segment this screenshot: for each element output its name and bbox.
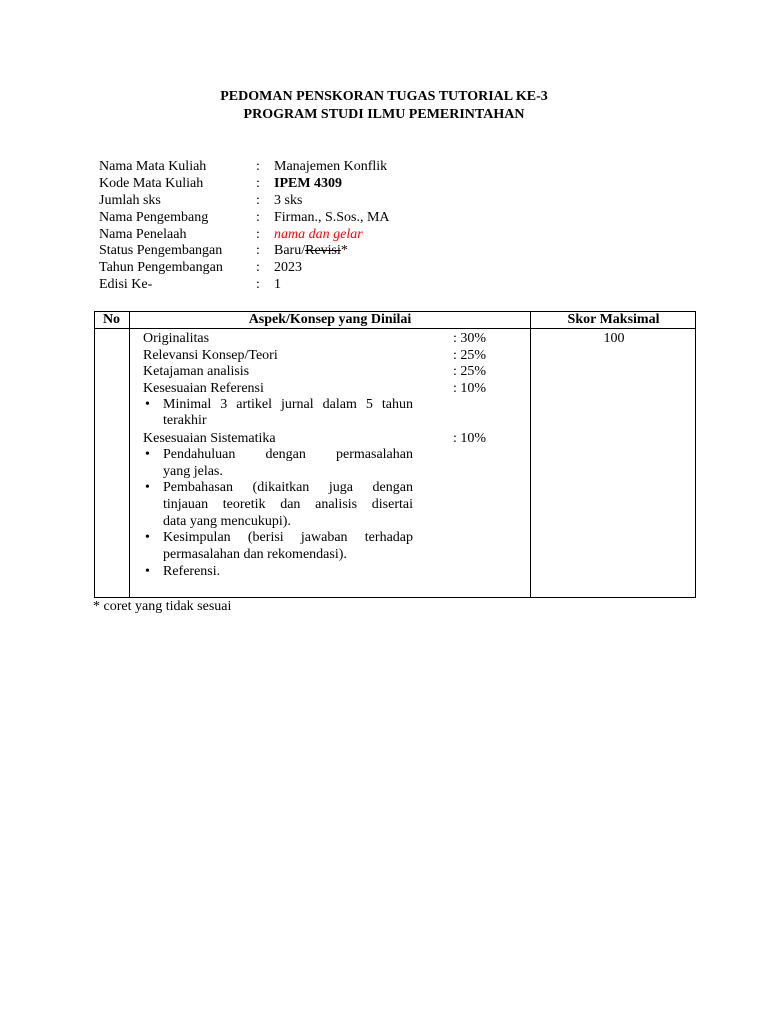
aspect-row: Kesesuaian Sistematika : 10% (143, 431, 487, 447)
header-no: No (102, 312, 121, 327)
bullet-item: • Minimal 3 artikel jurnal dalam 5 tahun terakhir (145, 396, 413, 429)
bullet-item: • Referensi. (145, 563, 221, 579)
header-max-score: Skor Maksimal (567, 312, 660, 327)
document-title-line1: PEDOMAN PENSKORAN TUGAS TUTORIAL KE-3 (220, 89, 548, 104)
aspect-list (143, 330, 513, 580)
aspect-row: Kesesuaian Referensi : 10% (143, 381, 487, 397)
bullet-icon: • (145, 563, 150, 579)
document-title-line2: PROGRAM STUDI ILMU PEMERINTAHAN (243, 107, 525, 122)
bullet-icon: • (145, 446, 150, 462)
bullet-item: • Kesimpulan (berisi jawaban terhadap permasalahan dan rekomendasi). (145, 530, 413, 563)
table-col-divider (530, 311, 531, 598)
aspect-row: Originalitas : 30% (143, 331, 487, 346)
status-strikethrough: Revisi (305, 243, 341, 259)
bullet-item: • Pendahuluan dengan permasalahan yang jelas. (145, 446, 413, 479)
bullet-icon: • (145, 530, 150, 546)
aspect-row: Relevansi Konsep/Teori : 25% (143, 347, 487, 363)
aspect-row: Ketajaman analisis : 25% (143, 364, 487, 380)
table-header-divider (94, 328, 696, 329)
header-aspect: Aspek/Konsep yang Dinilai (248, 312, 412, 327)
max-score-value: 100 (603, 331, 625, 346)
bullet-icon: • (145, 480, 150, 496)
bullet-item: • Pembahasan (dikaitkan juga dengan tinjauan teoretik dan analisis disertai data yang mencukupi). (145, 480, 413, 529)
document-page: PEDOMAN PENSKORAN TUGAS TUTORIAL KE-3 PROGRAM STUDI ILMU PEMERINTAHAN Nama Mata Kuliah : Manajemen Konflik Kode Mata Kuliah : IPEM 4309 Jumlah sks : 3 sks Nama Pengembang : Firman., S.Sos., MA Nama Penelaah : nama dan gelar Status Pengembangan : Baru/Revisi* Tahun Pengembangan : 2023 Edisi Ke- : 1 No Aspek/Konsep yang Dinilai Skor Maksimal Originalitas : 30% Relevansi Konsep/Teori : 25% Ketajaman analisis : 25% Kesesuaian Referensi : 10% • Minimal 3 artikel jurnal dalam 5 tahun terakhir Kesesuaian Sistematika : 10% • Pendahuluan dengan permasalahan yang jelas. • Pembahasan (dikaitkan juga dengan tinjauan teoretik dan analisis disertai data yang mencukupi). • Kesimpulan (berisi jawaban terhadap permasalahan dan rekomendasi). • Referensi. 100 * coret yang tidak sesuai (0, 0, 768, 1024)
table-col-divider (129, 311, 130, 598)
scoring-table (94, 311, 696, 598)
bullet-icon: • (145, 396, 150, 412)
footnote: * coret yang tidak sesuai (93, 599, 232, 614)
